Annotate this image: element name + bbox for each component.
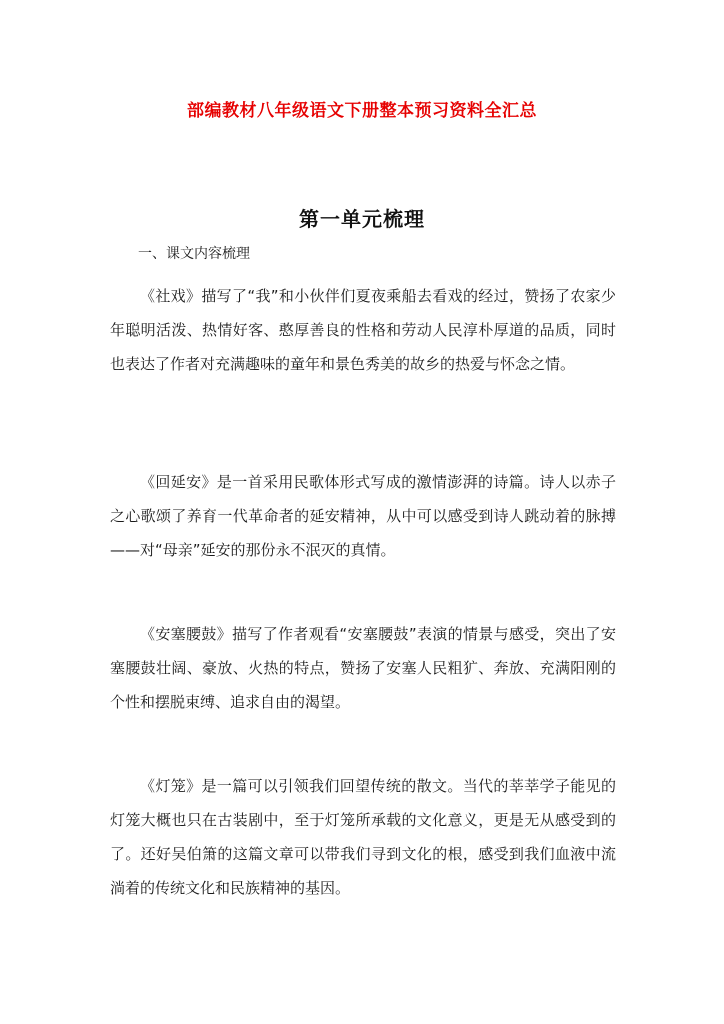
unit-title: 第一单元梳理 <box>299 207 425 231</box>
paragraph-hui-yanan: 《回延安》是一首采用民歌体形式写成的激情澎湃的诗篇。诗人以赤子之心歌颂了养育一代革命者的延安精神，从中可以感受到诗人跳动着的脉搏——对“母亲”延安的那份永不泯灭的真情。 <box>110 473 616 559</box>
paragraph-shexi: 《社戏》描写了“我”和小伙伴们夏夜乘船去看戏的经过，赞扬了农家少年聪明活泼、热情好客、憨厚善良的性格和劳动人民淳朴厚道的品质，同时也表达了作者对充满趣味的童年和景色秀美的故乡的热爱与怀念之情。 <box>110 287 616 373</box>
document-title: 部编教材八年级语文下册整本预习资料全汇总 <box>187 101 537 121</box>
paragraph-ansai-yaogu: 《安塞腰鼓》描写了作者观看“安塞腰鼓”表演的情景与感受，突出了安塞腰鼓壮阔、豪放、火热的特点，赞扬了安塞人民粗犷、奔放、充满阳刚的个性和摆脱束缚、追求自由的渴望。 <box>110 625 616 711</box>
section-heading: 一、课文内容梳理 <box>138 246 250 262</box>
paragraph-denglong: 《灯笼》是一篇可以引领我们回望传统的散文。当代的莘莘学子能见的灯笼大概也只在古装剧中，至于灯笼所承载的文化意义，更是无从感受到的了。还好吴伯箫的这篇文章可以带我们寻到文化的根，感受到我们血液中流淌着的传统文化和民族精神的基因。 <box>110 777 616 897</box>
